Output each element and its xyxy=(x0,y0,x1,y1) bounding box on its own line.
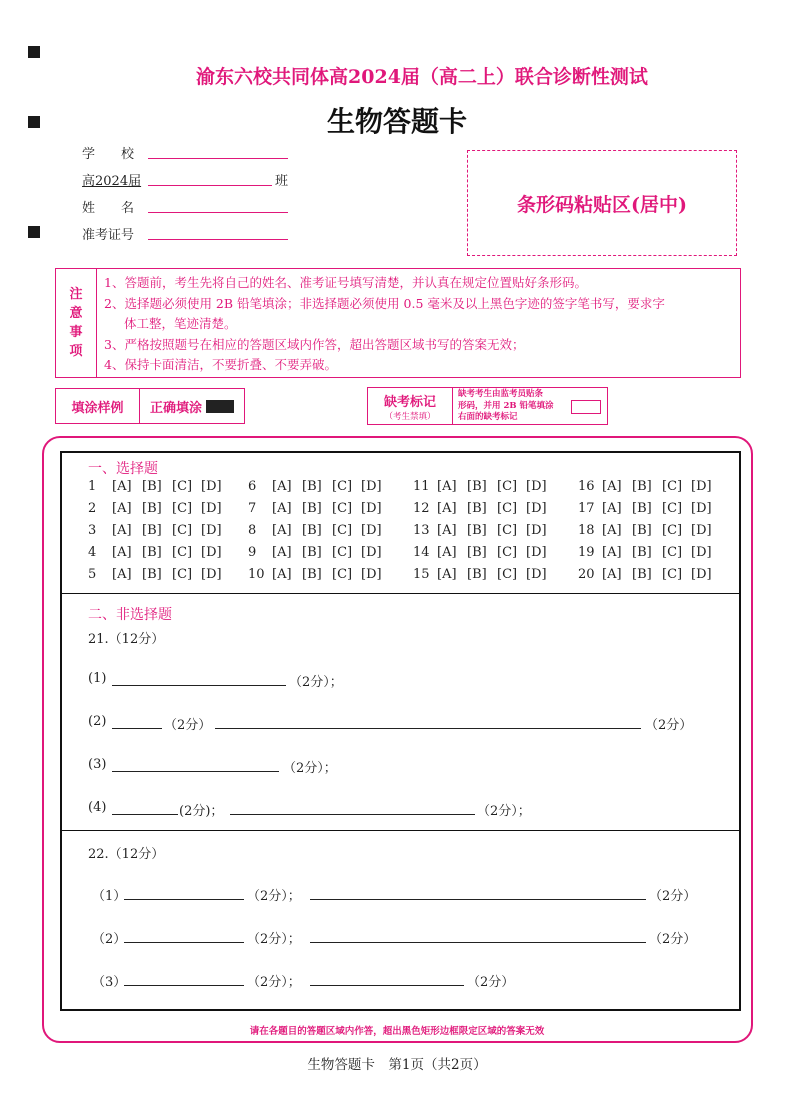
choice-bubble[interactable]: [D] xyxy=(526,545,547,560)
question-number: 15 xyxy=(413,567,430,582)
q21-part4-answer-a[interactable] xyxy=(112,813,178,815)
question-number: 8 xyxy=(248,523,257,538)
choice-bubble[interactable]: [D] xyxy=(526,501,547,516)
notice-heading: 注 意 事 项 xyxy=(56,269,97,377)
choice-bubble[interactable]: [D] xyxy=(201,501,222,516)
choice-bubble[interactable]: [C] xyxy=(662,545,683,560)
question-number: 9 xyxy=(248,545,257,560)
question-number: 20 xyxy=(578,567,595,582)
filled-swatch xyxy=(206,400,234,413)
school-label: 学 校 xyxy=(82,147,135,162)
question-number: 10 xyxy=(248,567,265,582)
q21-part2-answer-a[interactable] xyxy=(112,727,162,729)
choice-bubble[interactable]: [D] xyxy=(691,567,712,582)
choice-bubble[interactable]: [B] xyxy=(632,567,652,582)
choice-bubble[interactable]: [D] xyxy=(361,501,382,516)
q22-part3-answer-a[interactable] xyxy=(124,984,244,986)
q22-part2-score-b: （2分） xyxy=(649,932,697,947)
question-number: 19 xyxy=(578,545,595,560)
notice-box xyxy=(55,268,741,378)
choice-bubble[interactable]: [A] xyxy=(272,523,292,538)
q22-part2-label: （2） xyxy=(92,932,127,947)
fill-sample-label: 填涂样例 xyxy=(56,389,140,423)
barcode-area: 条形码粘贴区(居中) xyxy=(467,150,737,256)
q21-heading: 21.（12分） xyxy=(88,632,165,647)
choice-bubble[interactable]: [C] xyxy=(497,523,518,538)
section-divider xyxy=(62,830,739,831)
choice-bubble[interactable]: [B] xyxy=(632,523,652,538)
section1-title: 一、选择题 xyxy=(88,461,158,477)
class-field[interactable] xyxy=(148,184,272,186)
choice-bubble[interactable]: [B] xyxy=(142,501,162,516)
notice-list xyxy=(104,273,734,376)
choice-bubble[interactable]: [B] xyxy=(632,501,652,516)
question-number: 17 xyxy=(578,501,595,516)
q21-part2-score-a: （2分） xyxy=(164,718,212,733)
question-number: 7 xyxy=(248,501,257,516)
choice-bubble[interactable]: [B] xyxy=(632,479,652,494)
choice-bubble[interactable]: [B] xyxy=(142,567,162,582)
q21-part4-score-a: (2分)； xyxy=(179,804,224,819)
exam-id-field[interactable] xyxy=(148,238,288,240)
choice-bubble[interactable]: [D] xyxy=(526,479,547,494)
name-field[interactable] xyxy=(148,211,288,213)
choice-bubble[interactable]: [D] xyxy=(691,479,712,494)
choice-bubble[interactable]: [C] xyxy=(497,479,518,494)
choice-bubble[interactable]: [C] xyxy=(172,479,193,494)
choice-bubble[interactable]: [D] xyxy=(201,545,222,560)
question-number: 16 xyxy=(578,479,595,494)
choice-bubble[interactable]: [A] xyxy=(437,501,457,516)
choice-bubble[interactable]: [B] xyxy=(467,545,487,560)
q22-part2-answer-b[interactable] xyxy=(310,941,646,943)
q22-part1-score-a: （2分）； xyxy=(247,889,301,904)
question-number: 13 xyxy=(413,523,430,538)
choice-bubble[interactable]: [A] xyxy=(437,545,457,560)
choice-bubble[interactable]: [A] xyxy=(437,523,457,538)
choice-bubble[interactable]: [B] xyxy=(142,545,162,560)
choice-bubble[interactable]: [B] xyxy=(467,501,487,516)
absent-sublabel: （考生禁填） xyxy=(384,412,436,422)
choice-bubble[interactable]: [D] xyxy=(201,479,222,494)
choice-bubble[interactable]: [D] xyxy=(361,523,382,538)
choice-bubble[interactable]: [A] xyxy=(272,479,292,494)
choice-bubble[interactable]: [C] xyxy=(332,523,353,538)
choice-bubble[interactable]: [D] xyxy=(201,567,222,582)
choice-bubble[interactable]: [C] xyxy=(332,479,353,494)
choice-bubble[interactable]: [B] xyxy=(302,567,322,582)
notice-item: 3、严格按照题号在相应的答题区域内作答，超出答题区域书写的答案无效； xyxy=(104,336,525,352)
choice-bubble[interactable]: [D] xyxy=(691,501,712,516)
choice-bubble[interactable]: [C] xyxy=(662,523,683,538)
absent-description: 缺考考生由监考员贴条 形码，并用 2B 铅笔填涂 右面的缺考标记 xyxy=(458,389,554,422)
exam-subtitle: 渝东六校共同体高2024届（高二上）联合诊断性测试 xyxy=(196,66,648,88)
notice-item: 4、保持卡面清洁，不要折叠、不要弄破。 xyxy=(104,357,337,372)
choice-bubble[interactable]: [A] xyxy=(272,501,292,516)
choice-bubble[interactable]: [D] xyxy=(526,567,547,582)
exam-id-label: 准考证号 xyxy=(82,228,135,243)
choice-bubble[interactable]: [A] xyxy=(112,523,132,538)
choice-bubble[interactable]: [D] xyxy=(691,523,712,538)
question-number: 5 xyxy=(88,567,97,582)
alignment-mark-top xyxy=(28,46,40,58)
choice-bubble[interactable]: [A] xyxy=(602,501,622,516)
q21-part4-score-b: （2分）； xyxy=(477,804,531,819)
choice-bubble[interactable]: [B] xyxy=(467,567,487,582)
q22-part3-score-a: （2分）； xyxy=(247,975,301,990)
question-number: 2 xyxy=(88,501,97,516)
q21-part1-label: (1) xyxy=(88,671,107,686)
choice-bubble[interactable]: [C] xyxy=(172,501,193,516)
choice-bubble[interactable]: [C] xyxy=(172,567,193,582)
q21-part4-answer-b[interactable] xyxy=(230,813,475,815)
q22-part1-answer-b[interactable] xyxy=(310,898,646,900)
choice-bubble[interactable]: [B] xyxy=(142,523,162,538)
q22-part3-label: （3） xyxy=(92,975,127,990)
name-label: 姓 名 xyxy=(82,201,135,216)
choice-bubble[interactable]: [D] xyxy=(691,545,712,560)
choice-bubble[interactable]: [A] xyxy=(437,567,457,582)
q21-part1-score: （2分）； xyxy=(289,675,343,690)
choice-bubble[interactable]: [C] xyxy=(497,501,518,516)
question-number: 4 xyxy=(88,545,97,560)
fill-sample xyxy=(55,388,245,424)
choice-bubble[interactable]: [C] xyxy=(172,545,193,560)
choice-bubble[interactable]: [C] xyxy=(662,479,683,494)
q22-part1-answer-a[interactable] xyxy=(124,898,244,900)
choice-bubble[interactable]: [B] xyxy=(142,479,162,494)
choice-bubble[interactable]: [A] xyxy=(272,567,292,582)
choice-bubble[interactable]: [C] xyxy=(662,567,683,582)
notice-item: 1、答题前，考生先将自己的姓名、准考证号填写清楚，并认真在规定位置贴好条形码。 xyxy=(104,275,587,290)
q21-part3-answer[interactable] xyxy=(112,770,279,772)
choice-bubble[interactable]: [A] xyxy=(112,479,132,494)
choice-bubble[interactable]: [C] xyxy=(662,501,683,516)
q21-part2-answer-b[interactable] xyxy=(215,727,641,729)
choice-bubble[interactable]: [C] xyxy=(332,545,353,560)
page-title: 生物答题卡 xyxy=(326,105,467,138)
choice-bubble[interactable]: [A] xyxy=(602,479,622,494)
q22-part1-label: （1） xyxy=(92,889,127,904)
question-number: 14 xyxy=(413,545,430,560)
choice-bubble[interactable]: [D] xyxy=(361,545,382,560)
q21-part3-score: （2分）； xyxy=(283,761,337,776)
choice-bubble[interactable]: [A] xyxy=(112,567,132,582)
q21-part2-score-b: （2分） xyxy=(645,718,693,733)
choice-bubble[interactable]: [C] xyxy=(172,523,193,538)
question-number: 12 xyxy=(413,501,430,516)
question-number: 18 xyxy=(578,523,595,538)
q22-heading: 22.（12分） xyxy=(88,847,165,862)
choice-bubble[interactable]: [B] xyxy=(467,479,487,494)
class-suffix: 班 xyxy=(275,174,289,189)
question-number: 6 xyxy=(248,479,257,494)
choice-bubble[interactable]: [C] xyxy=(332,501,353,516)
absent-mark-box xyxy=(367,387,608,425)
question-number: 11 xyxy=(413,479,430,494)
q22-part1-score-b: （2分） xyxy=(649,889,697,904)
footer-warning: 请在各题目的答题区域内作答，超出黑色矩形边框限定区域的答案无效 xyxy=(249,1026,545,1037)
choice-bubble[interactable]: [A] xyxy=(112,501,132,516)
choice-bubble[interactable]: [C] xyxy=(497,545,518,560)
q22-part3-score-b: （2分） xyxy=(467,975,515,990)
q22-part2-answer-a[interactable] xyxy=(124,941,244,943)
fill-sample-correct: 正确填涂 xyxy=(150,400,203,416)
choice-bubble[interactable]: [A] xyxy=(112,545,132,560)
section-divider xyxy=(62,593,739,594)
absent-checkbox[interactable] xyxy=(571,400,601,414)
q21-part3-label: (3) xyxy=(88,757,107,772)
q21-part1-answer[interactable] xyxy=(112,684,286,686)
choice-bubble[interactable]: [D] xyxy=(361,567,382,582)
choice-bubble[interactable]: [A] xyxy=(602,523,622,538)
q21-part2-label: (2) xyxy=(88,714,107,729)
question-number: 3 xyxy=(88,523,97,538)
notice-item: 体工整，笔迹清楚。 xyxy=(124,316,237,331)
choice-bubble[interactable]: [B] xyxy=(467,523,487,538)
question-number: 1 xyxy=(88,479,97,494)
choice-bubble[interactable]: [B] xyxy=(302,501,322,516)
choice-bubble[interactable]: [C] xyxy=(332,567,353,582)
choice-bubble[interactable]: [B] xyxy=(302,523,322,538)
choice-bubble[interactable]: [D] xyxy=(361,479,382,494)
notice-item: 2、选择题必须使用 2B 铅笔填涂；非选择题必须使用 0.5 毫米及以上黑色字迹的签字笔书写，要求字 xyxy=(104,295,665,311)
q21-part4-label: (4) xyxy=(88,800,107,815)
q22-part3-answer-b[interactable] xyxy=(310,984,464,986)
choice-bubble[interactable]: [D] xyxy=(526,523,547,538)
class-prefix: 高2024届 xyxy=(82,174,142,189)
absent-label: 缺考标记 xyxy=(383,395,436,410)
choice-bubble[interactable]: [A] xyxy=(602,567,622,582)
alignment-mark-bottom xyxy=(28,226,40,238)
page-footer: 生物答题卡 第1页（共2页） xyxy=(307,1057,487,1073)
choice-bubble[interactable]: [B] xyxy=(302,479,322,494)
q22-part2-score-a: （2分）； xyxy=(247,932,301,947)
choice-bubble[interactable]: [B] xyxy=(302,545,322,560)
school-field[interactable] xyxy=(148,157,288,159)
choice-bubble[interactable]: [A] xyxy=(272,545,292,560)
choice-bubble[interactable]: [B] xyxy=(632,545,652,560)
choice-bubble[interactable]: [D] xyxy=(201,523,222,538)
choice-bubble[interactable]: [A] xyxy=(437,479,457,494)
choice-bubble[interactable]: [A] xyxy=(602,545,622,560)
section2-title: 二、非选择题 xyxy=(88,607,172,623)
choice-bubble[interactable]: [C] xyxy=(497,567,518,582)
